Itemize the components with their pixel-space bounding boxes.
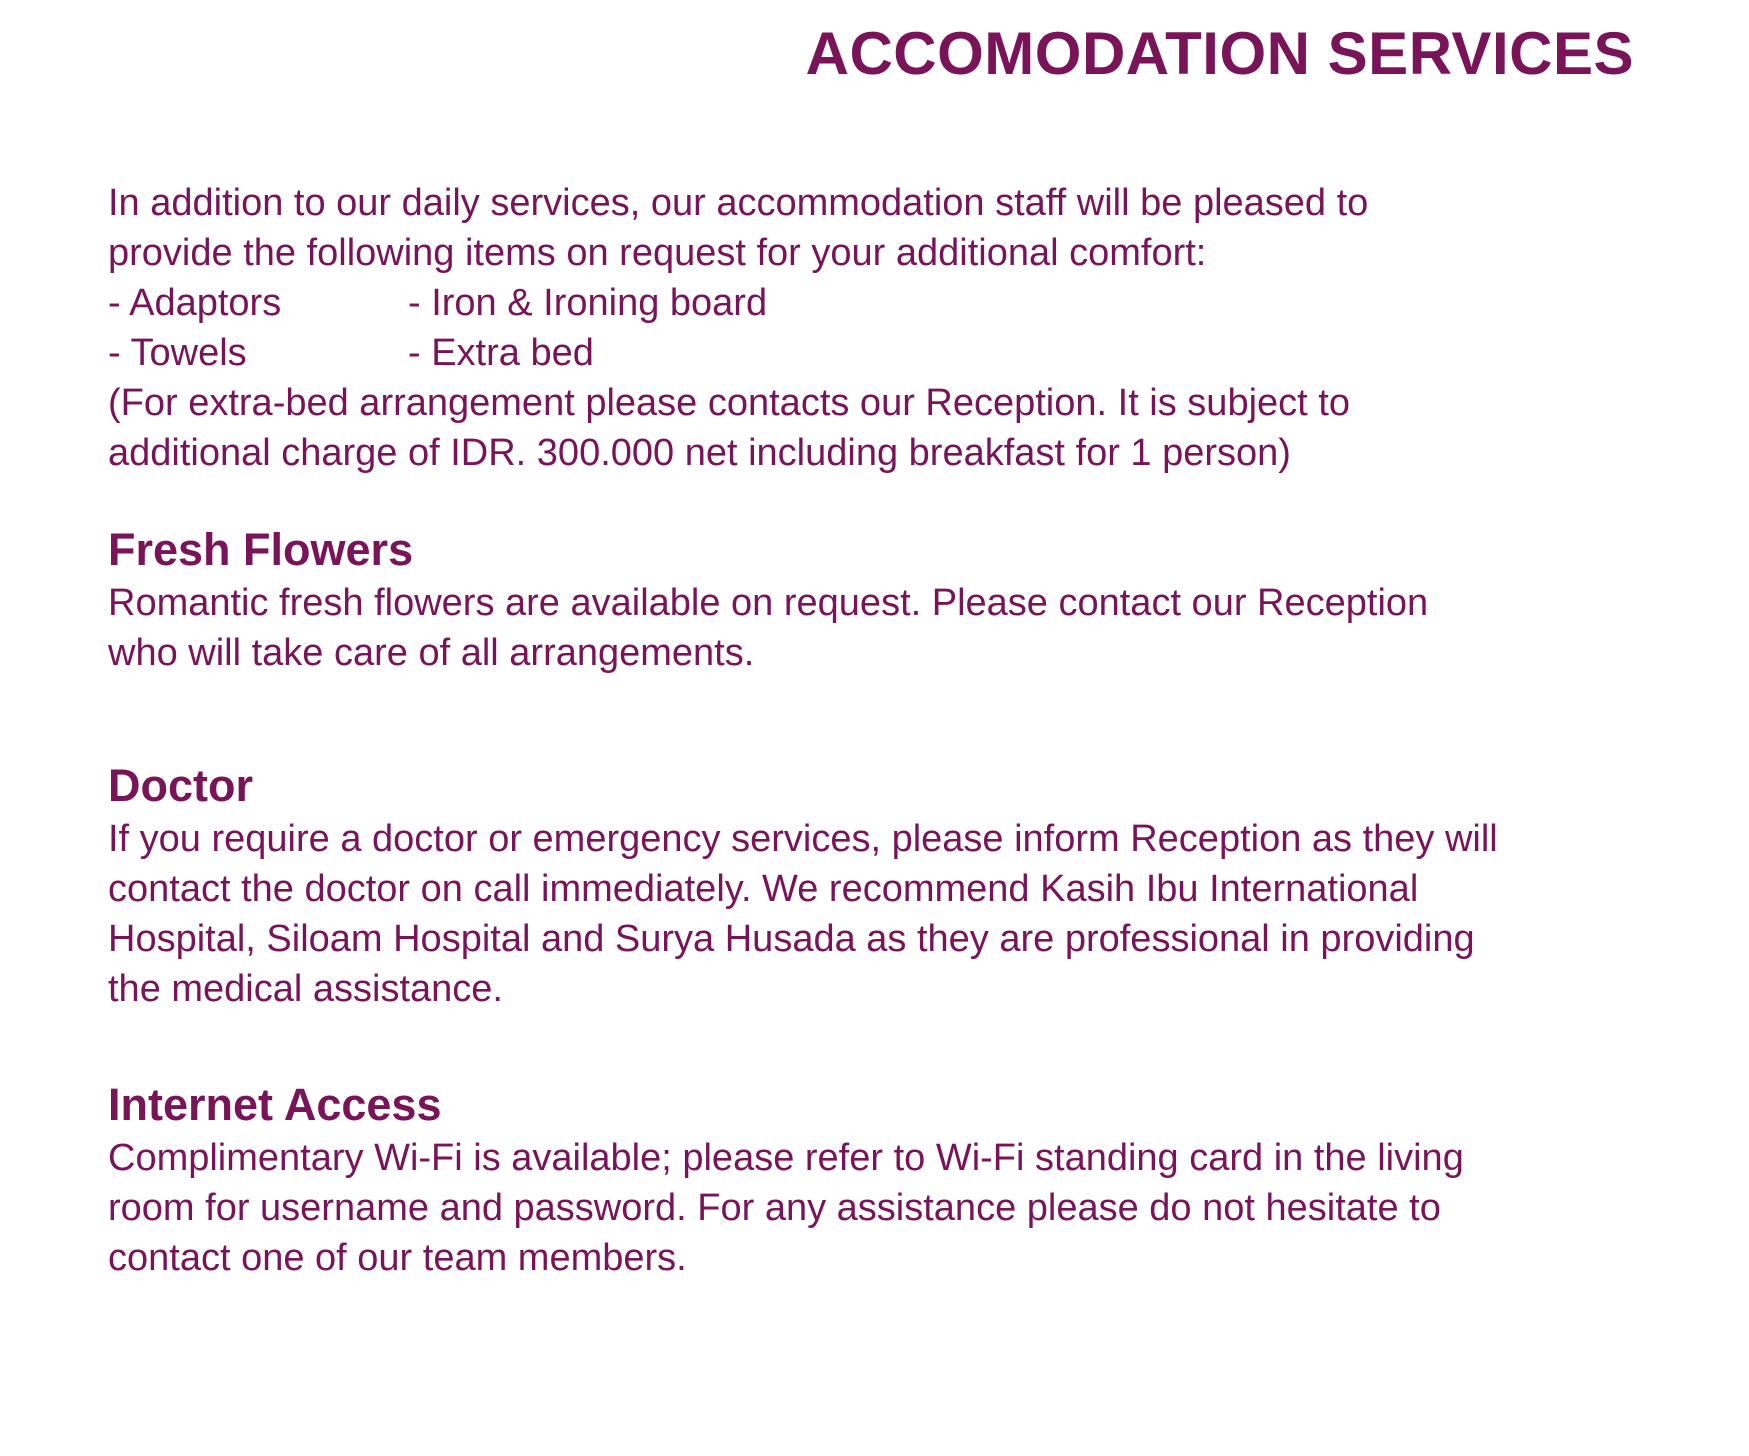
intro-block [108,178,1668,478]
section-text: Romantic fresh flowers are available on request. Please contact our Reception [108,582,1429,624]
extra-bed-note: additional charge of IDR. 300.000 net including breakfast for 1 person) [108,432,1291,474]
section-text: the medical assistance. [108,968,503,1010]
section-heading: Fresh Flowers [108,524,414,575]
request-item: - Extra bed [408,332,594,374]
page-title: ACCOMODATION SERVICES [805,20,1634,87]
request-items-row [108,278,1668,328]
request-item: - Adaptors [108,282,282,324]
section-heading: Doctor [108,760,253,811]
request-items-row [108,328,1668,378]
request-item: - Iron & Ironing board [408,282,768,324]
extra-bed-note: (For extra-bed arrangement please contacts our Reception. It is subject to [108,382,1350,424]
intro-line: provide the following items on request for your additional comfort: [108,232,1207,274]
section-internet-access [108,1077,1668,1283]
section-text: Hospital, Siloam Hospital and Surya Husada as they are professional in providing [108,918,1475,960]
section-text: who will take care of all arrangements. [108,632,755,674]
request-item: - Towels [108,332,247,374]
section-heading: Internet Access [108,1079,442,1130]
section-text: contact the doctor on call immediately. We recommend Kasih Ibu International [108,868,1419,910]
section-text: Complimentary Wi-Fi is available; please refer to Wi-Fi standing card in the living [108,1137,1464,1179]
section-text: If you require a doctor or emergency services, please inform Reception as they will [108,818,1498,860]
intro-line: In addition to our daily services, our accommodation staff will be pleased to [108,182,1369,224]
section-doctor [108,758,1668,1014]
section-text: contact one of our team members. [108,1237,687,1279]
section-fresh-flowers [108,522,1668,678]
section-text: room for username and password. For any assistance please do not hesitate to [108,1187,1441,1229]
